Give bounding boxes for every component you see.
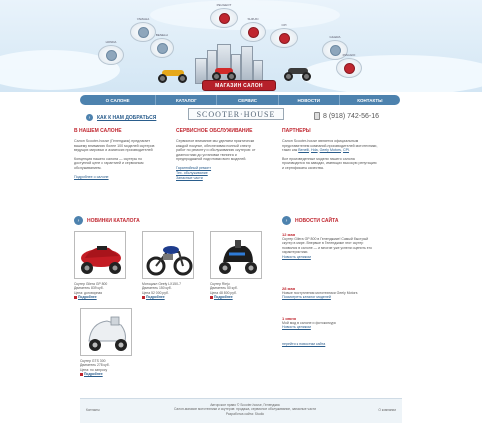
product-name: Скутер Gilera GP 800	[74, 282, 108, 286]
footer-copyright	[170, 403, 320, 416]
brand-emblem-icon	[138, 27, 149, 38]
product-price: Цена 52 000 руб.	[142, 290, 169, 295]
cloud-decoration	[300, 55, 482, 92]
product-card	[80, 308, 132, 376]
news-more-link[interactable]: Посмотреть каталог моделей	[282, 295, 331, 300]
news-body: Новые поступления мототехники Geely Motors	[282, 291, 358, 295]
brand-emblem-icon	[344, 63, 355, 74]
brand-caption: BENELLI	[155, 33, 169, 37]
about-title: В НАШЕМ САЛОНЕ	[74, 128, 122, 134]
product-price: Цена: договорная	[74, 290, 103, 295]
product-image[interactable]	[210, 231, 262, 279]
brand-emblem-icon	[157, 43, 168, 54]
brand-badge[interactable]	[130, 17, 156, 42]
catalog-title: НОВИНКИ КАТАЛОГА	[87, 217, 140, 224]
about-paragraph: Концепция нашего салона — скутеры по доступной цене с гарантией и сервисным обслуживанием.	[74, 156, 144, 170]
product-engine: Двигатель 278 куб.	[80, 363, 110, 368]
product-card	[210, 231, 262, 299]
all-news-link[interactable]: перейти к новостям сайта	[282, 342, 326, 346]
news-body: Скутер Gilera GP 800 в Геленджике! Самый быстрый скутер в мире. Впервые в Геленджике этот скутер появился в салоне — и многие уже успели оценить его характеристики.	[282, 237, 372, 255]
product-engine: Двигатель 839 куб.	[74, 286, 104, 291]
arrow-right-icon: ›	[74, 216, 83, 225]
news-date: 12 мая	[282, 232, 296, 237]
product-more-link[interactable]: Подробнее	[142, 295, 194, 299]
brand-caption: SUZUKI	[247, 17, 259, 21]
news-item	[282, 286, 378, 300]
about-section	[74, 128, 156, 179]
service-paragraph: Сервисное внимание мы уделяем практически каждой покупке, обеспечивая полный спектр работ по ремонту и обслуживанию скутеров: от диагностики до установки тюнинга и предпродажной подготовки всех моделей.	[176, 139, 256, 162]
product-more-link[interactable]: Подробнее	[74, 295, 126, 299]
footer-line: Салон-магазин мототехники и скутеров: продажа, сервисное обслуживание, запасные части	[173, 407, 317, 412]
about-more-link[interactable]: Подробнее о салоне	[74, 174, 109, 179]
news-date: 1 июня	[282, 316, 296, 321]
product-name: Мотоцикл Geely LX150-7	[142, 282, 181, 286]
product-price: Цена: по запросу	[80, 367, 108, 372]
partners-title: ПАРТНЕРЫ	[282, 128, 311, 134]
product-engine: Двигатель 150 куб.	[142, 286, 172, 291]
brand-caption: YAMAHA	[136, 17, 150, 21]
news-more-link[interactable]: Новость целиком	[282, 325, 311, 330]
footer-link-about[interactable]: О компании	[378, 408, 396, 412]
brand-caption: PIAGGIO	[342, 53, 356, 57]
footer-line: Разработка сайта: Studio	[225, 411, 265, 416]
footer-link-contacts[interactable]: Контакты	[86, 408, 100, 412]
partners-section	[282, 128, 378, 175]
service-link-maintenance[interactable]: Тех. обслуживание	[176, 170, 208, 175]
partners-paragraph: Салон Scooter-house является официальным представителем компаний-производителей мототехники, таких как Benelli, Hda, Geely Motors, CPI.	[282, 139, 378, 153]
nav-item-service[interactable]: СЕРВИС	[217, 95, 278, 105]
partners-text: Салон Scooter-house является официальным представителем компаний-производителей мототехники, таких как	[282, 139, 378, 153]
partner-link[interactable]: Hda	[311, 148, 318, 153]
service-section	[176, 128, 258, 180]
nav-item-about[interactable]: О САЛОНЕ	[80, 95, 156, 105]
news-date: 28 мая	[282, 286, 296, 291]
product-name: Скутер Rieju	[210, 282, 230, 286]
header-banner	[0, 0, 482, 92]
main-nav	[80, 95, 400, 105]
brand-badge[interactable]	[210, 3, 238, 28]
phone-number: 8 (918) 742-56-16	[323, 112, 380, 120]
brand-badge[interactable]	[336, 53, 362, 78]
directions-link[interactable]	[86, 114, 156, 121]
arrow-right-icon: ›	[86, 114, 93, 121]
brand-emblem-icon	[248, 27, 259, 38]
brand-caption: HONDA	[105, 40, 117, 44]
arrow-bullet-icon	[74, 296, 77, 299]
motorcycle-illustration	[284, 64, 312, 82]
arrow-right-icon: ›	[282, 216, 291, 225]
product-image[interactable]	[142, 231, 194, 279]
phone-block	[314, 112, 379, 120]
product-card	[142, 231, 194, 299]
nav-item-contacts[interactable]: КОНТАКТЫ	[357, 97, 383, 103]
product-more-link[interactable]: Подробнее	[80, 372, 132, 376]
motorcycle-illustration	[158, 66, 188, 84]
brand-badge[interactable]	[240, 17, 266, 42]
brand-badge[interactable]	[322, 35, 348, 60]
partner-link[interactable]: Benelli	[298, 148, 309, 153]
product-name: Скутер GTS 300	[80, 359, 106, 363]
news-title: НОВОСТИ САЙТА	[295, 217, 339, 224]
service-title: СЕРВИСНОЕ ОБСЛУЖИВАНИЕ	[176, 128, 253, 134]
footer-line: Авторское право © Scooter-house, Геленджик	[210, 403, 280, 407]
footer	[80, 399, 402, 423]
partner-link[interactable]: CPI	[342, 148, 349, 153]
directions-label: КАК К НАМ ДОБРАТЬСЯ	[97, 114, 157, 121]
brand-caption: GILERA	[329, 35, 341, 39]
product-more-link[interactable]: Подробнее	[210, 295, 262, 299]
partners-paragraph: Все произведенные модели нашего салона производятся на заводах, имеющих высокую репутацию и сертификаты качества.	[282, 156, 377, 170]
brand-emblem-icon	[330, 45, 341, 56]
arrow-bullet-icon	[210, 296, 213, 299]
brand-emblem-icon	[219, 13, 230, 24]
news-item	[282, 316, 378, 330]
product-price: Цена 48 800 руб.	[210, 290, 237, 295]
site-logo[interactable]: SCOOTER·HOUSE	[188, 108, 284, 120]
brand-emblem-icon	[279, 33, 290, 44]
news-item	[282, 232, 378, 259]
nav-item-news[interactable]: НОВОСТИ	[279, 95, 340, 105]
product-image[interactable]	[80, 308, 132, 356]
store-sign: МАГАЗИН САЛОН	[202, 80, 276, 91]
brand-emblem-icon	[106, 50, 117, 61]
news-body: Мой мод в салоне и фотоконкурс	[282, 321, 337, 325]
news-more-link[interactable]: Новость целиком	[282, 254, 311, 259]
product-card	[74, 231, 126, 299]
about-paragraph: Салон Scooter-house (Геленджик) предлагает вашему вниманию более 100 моделей скутеров ведущих мировых и азиатских производителей	[74, 139, 155, 153]
partner-link[interactable]: Geely Motors	[319, 148, 341, 153]
product-engine: Двигатель 50 куб.	[210, 286, 238, 291]
arrow-bullet-icon	[80, 373, 83, 376]
brand-caption: CPI	[281, 23, 287, 27]
arrow-bullet-icon	[142, 296, 145, 299]
news-heading	[282, 216, 338, 225]
brand-badge[interactable]	[150, 33, 174, 58]
service-link-parts[interactable]: Запасные части	[176, 175, 203, 180]
phone-icon	[314, 112, 320, 120]
product-image[interactable]	[74, 231, 126, 279]
service-link-warranty[interactable]: Гарантийный ремонт	[176, 165, 212, 170]
brand-badge[interactable]	[98, 40, 124, 65]
catalog-heading	[74, 216, 140, 225]
nav-item-catalog[interactable]: КАТАЛОГ	[156, 95, 217, 105]
brand-caption: PEUGEOT	[216, 3, 232, 7]
